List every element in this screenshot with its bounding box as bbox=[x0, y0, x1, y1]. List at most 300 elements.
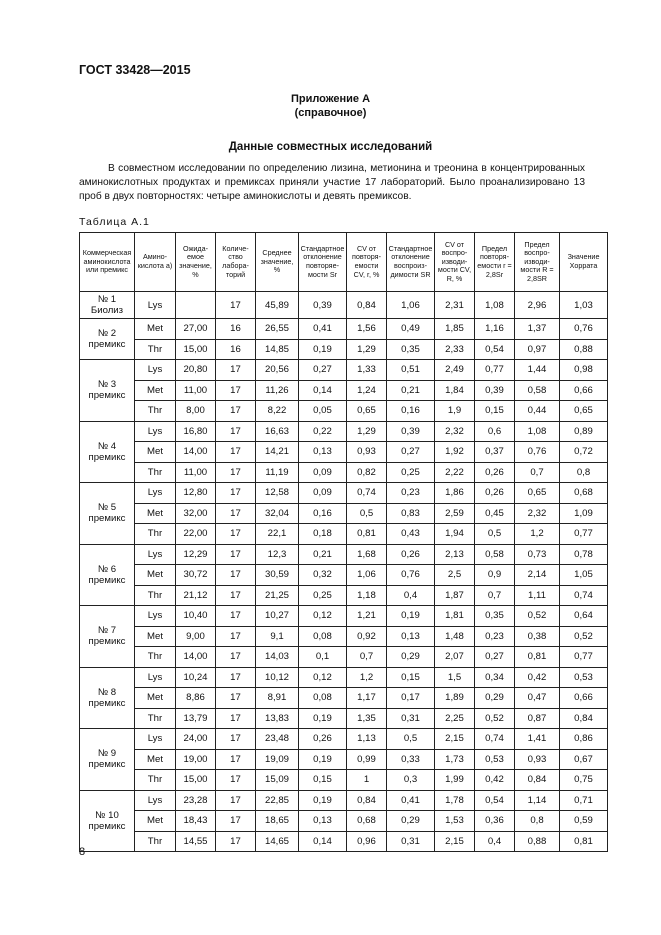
table-cell: 22,00 bbox=[176, 524, 216, 545]
table-row bbox=[80, 524, 608, 545]
table-cell: 17 bbox=[216, 585, 256, 606]
table-cell: Lys bbox=[135, 667, 176, 688]
table-cell: 0,25 bbox=[387, 462, 435, 483]
table-cell: 0,09 bbox=[299, 483, 347, 504]
table-cell: 0,05 bbox=[299, 401, 347, 422]
table-cell: 0,27 bbox=[475, 647, 515, 668]
table-cell: 0,21 bbox=[299, 544, 347, 565]
table-cell: 11,00 bbox=[176, 380, 216, 401]
intro-text: В совместном исследовании по определению лизина, метионина и треонина в концентрированных аминокислотных продуктах и премиксах приняли участие 17 лабораторий. Было проанализировано 13 проб в двух повторностях: четыре аминокислоты и девять премиксов. bbox=[79, 163, 585, 203]
table-cell: 30,72 bbox=[176, 565, 216, 586]
table-cell: 10,12 bbox=[256, 667, 299, 688]
table-cell: 1 bbox=[347, 770, 387, 791]
table-cell: 0,88 bbox=[560, 339, 608, 360]
table-cell: 17 bbox=[216, 606, 256, 627]
table-cell: 0,19 bbox=[299, 749, 347, 770]
table-cell: 0,16 bbox=[299, 503, 347, 524]
table-cell: 8,86 bbox=[176, 688, 216, 709]
table-cell: 12,3 bbox=[256, 544, 299, 565]
table-cell: 1,06 bbox=[387, 292, 435, 319]
table-cell: 0,52 bbox=[515, 606, 560, 627]
table-cell: 0,19 bbox=[299, 790, 347, 811]
table-cell: Lys bbox=[135, 606, 176, 627]
table-cell: 0,12 bbox=[299, 667, 347, 688]
table-cell: 0,36 bbox=[475, 811, 515, 832]
table-cell: 11,00 bbox=[176, 462, 216, 483]
col-header-horrat: Значение Хоррата bbox=[560, 233, 608, 292]
appendix-note: (справочное) bbox=[294, 107, 367, 119]
table-cell: 0,74 bbox=[475, 729, 515, 750]
table-cell: 8,91 bbox=[256, 688, 299, 709]
table-cell: 0,68 bbox=[347, 811, 387, 832]
table-cell: Thr bbox=[135, 708, 176, 729]
table-cell: 0,21 bbox=[387, 380, 435, 401]
table-cell: 8,22 bbox=[256, 401, 299, 422]
table-cell: 0,51 bbox=[387, 360, 435, 381]
table-cell: 26,55 bbox=[256, 319, 299, 340]
table-cell: 0,67 bbox=[560, 749, 608, 770]
table-cell: 0,22 bbox=[299, 421, 347, 442]
table-cell: 2,13 bbox=[435, 544, 475, 565]
table-cell: 14,00 bbox=[176, 647, 216, 668]
table-cell: 11,26 bbox=[256, 380, 299, 401]
appendix-title: Приложение А bbox=[290, 93, 371, 105]
table-cell: Met bbox=[135, 503, 176, 524]
table-row bbox=[80, 626, 608, 647]
table-row bbox=[80, 503, 608, 524]
col-header-amino-acid: Аминокислота а) bbox=[135, 233, 176, 292]
table-cell: Lys bbox=[135, 483, 176, 504]
table-row bbox=[80, 421, 608, 442]
table-cell: 17 bbox=[216, 462, 256, 483]
table-cell: 17 bbox=[216, 503, 256, 524]
table-cell: 0,98 bbox=[560, 360, 608, 381]
table-cell: 0,35 bbox=[475, 606, 515, 627]
table-cell: 0,82 bbox=[347, 462, 387, 483]
table-cell: 0,27 bbox=[299, 360, 347, 381]
table-cell: 17 bbox=[216, 565, 256, 586]
table-cell: 0,78 bbox=[560, 544, 608, 565]
sample-name-cell: № 8 премикс bbox=[80, 667, 135, 729]
table-cell: Met bbox=[135, 688, 176, 709]
table-cell: 0,26 bbox=[387, 544, 435, 565]
table-cell: 17 bbox=[216, 442, 256, 463]
table-row bbox=[80, 442, 608, 463]
table-cell: 22,1 bbox=[256, 524, 299, 545]
table-cell: 0,29 bbox=[387, 647, 435, 668]
col-header-R-limit: Предел воспроизводимости R = 2,8SR bbox=[515, 233, 560, 292]
table-cell: 0,29 bbox=[387, 811, 435, 832]
sample-name-cell: № 3 премикс bbox=[80, 360, 135, 422]
table-cell: 0,43 bbox=[387, 524, 435, 545]
table-cell: 0,26 bbox=[475, 462, 515, 483]
table-cell: 1,2 bbox=[515, 524, 560, 545]
col-header-cvR: CV от воспроизводимости CV, R, % bbox=[435, 233, 475, 292]
table-row bbox=[80, 565, 608, 586]
table-row bbox=[80, 360, 608, 381]
table-cell: 0,26 bbox=[299, 729, 347, 750]
table-cell: 1,56 bbox=[347, 319, 387, 340]
table-cell: 14,85 bbox=[256, 339, 299, 360]
table-cell: 16 bbox=[216, 339, 256, 360]
table-cell: 13,79 bbox=[176, 708, 216, 729]
table-cell: 0,4 bbox=[475, 831, 515, 852]
table-cell: 0,64 bbox=[560, 606, 608, 627]
table-cell: 0,19 bbox=[299, 708, 347, 729]
table-cell: 10,27 bbox=[256, 606, 299, 627]
table-cell: 16,63 bbox=[256, 421, 299, 442]
table-cell: 0,47 bbox=[515, 688, 560, 709]
table-cell: 1,5 bbox=[435, 667, 475, 688]
table-row bbox=[80, 585, 608, 606]
table-cell: 17 bbox=[216, 749, 256, 770]
table-cell: 12,58 bbox=[256, 483, 299, 504]
table-cell: 14,65 bbox=[256, 831, 299, 852]
table-cell: 17 bbox=[216, 524, 256, 545]
sample-name-cell: № 9 премикс bbox=[80, 729, 135, 791]
table-cell: 14,21 bbox=[256, 442, 299, 463]
table-cell: 0,68 bbox=[560, 483, 608, 504]
table-cell bbox=[176, 292, 216, 319]
table-row bbox=[80, 339, 608, 360]
table-cell: 2,22 bbox=[435, 462, 475, 483]
table-cell: 0,52 bbox=[560, 626, 608, 647]
table-cell: 1,2 bbox=[347, 667, 387, 688]
table-cell: 1,99 bbox=[435, 770, 475, 791]
table-cell: 0,77 bbox=[475, 360, 515, 381]
table-cell: 45,89 bbox=[256, 292, 299, 319]
table-cell: 1,37 bbox=[515, 319, 560, 340]
table-cell: 32,04 bbox=[256, 503, 299, 524]
table-cell: 1,18 bbox=[347, 585, 387, 606]
table-cell: 0,39 bbox=[387, 421, 435, 442]
table-cell: 0,7 bbox=[515, 462, 560, 483]
table-cell: 0,84 bbox=[515, 770, 560, 791]
table-cell: 1,92 bbox=[435, 442, 475, 463]
table-cell: Thr bbox=[135, 831, 176, 852]
table-cell: 0,08 bbox=[299, 688, 347, 709]
table-cell: 17 bbox=[216, 483, 256, 504]
table-cell: Lys bbox=[135, 544, 176, 565]
table-cell: 0,84 bbox=[560, 708, 608, 729]
table-cell: 0,77 bbox=[560, 647, 608, 668]
table-cell: 0,88 bbox=[515, 831, 560, 852]
table-cell: 18,43 bbox=[176, 811, 216, 832]
table-cell: Thr bbox=[135, 647, 176, 668]
table-cell: 14,55 bbox=[176, 831, 216, 852]
table-cell: 0,81 bbox=[515, 647, 560, 668]
table-row bbox=[80, 483, 608, 504]
sample-name-cell: № 7 премикс bbox=[80, 606, 135, 668]
table-cell: 0,93 bbox=[515, 749, 560, 770]
col-header-sR: Стандартное отклонение воспроиздимости SR bbox=[387, 233, 435, 292]
table-cell: 17 bbox=[216, 380, 256, 401]
table-cell: Met bbox=[135, 380, 176, 401]
table-row bbox=[80, 729, 608, 750]
table-cell: Lys bbox=[135, 790, 176, 811]
table-cell: 2,59 bbox=[435, 503, 475, 524]
table-cell: 0,87 bbox=[515, 708, 560, 729]
table-cell: 2,31 bbox=[435, 292, 475, 319]
table-cell: 0,41 bbox=[299, 319, 347, 340]
table-cell: Met bbox=[135, 811, 176, 832]
table-cell: 0,96 bbox=[347, 831, 387, 852]
table-cell: 1,41 bbox=[515, 729, 560, 750]
table-cell: 0,74 bbox=[347, 483, 387, 504]
table-cell: 1,84 bbox=[435, 380, 475, 401]
table-cell: 1,94 bbox=[435, 524, 475, 545]
table-cell: 1,87 bbox=[435, 585, 475, 606]
table-cell: 1,08 bbox=[475, 292, 515, 319]
table-cell: 15,00 bbox=[176, 339, 216, 360]
table-cell: 1,53 bbox=[435, 811, 475, 832]
table-cell: 9,1 bbox=[256, 626, 299, 647]
table-cell: 0,5 bbox=[387, 729, 435, 750]
table-cell: 2,96 bbox=[515, 292, 560, 319]
table-cell: 16,80 bbox=[176, 421, 216, 442]
table-cell: 0,7 bbox=[475, 585, 515, 606]
intro-paragraph bbox=[79, 162, 585, 205]
table-row bbox=[80, 380, 608, 401]
table-cell: Met bbox=[135, 749, 176, 770]
table-cell: 1,11 bbox=[515, 585, 560, 606]
table-cell: 17 bbox=[216, 667, 256, 688]
table-cell: 0,13 bbox=[299, 811, 347, 832]
table-cell: 18,65 bbox=[256, 811, 299, 832]
table-cell: 2,33 bbox=[435, 339, 475, 360]
table-cell: 0,16 bbox=[387, 401, 435, 422]
table-cell: 0,13 bbox=[387, 626, 435, 647]
table-cell: 17 bbox=[216, 708, 256, 729]
table-cell: 13,83 bbox=[256, 708, 299, 729]
table-cell: 17 bbox=[216, 831, 256, 852]
table-cell: 10,40 bbox=[176, 606, 216, 627]
table-cell: 0,32 bbox=[299, 565, 347, 586]
table-cell: 1,89 bbox=[435, 688, 475, 709]
table-cell: 1,24 bbox=[347, 380, 387, 401]
table-cell: 0,92 bbox=[347, 626, 387, 647]
table-header-row bbox=[80, 233, 608, 292]
table-cell: 0,49 bbox=[387, 319, 435, 340]
table-cell: 0,29 bbox=[475, 688, 515, 709]
table-cell: 0,53 bbox=[475, 749, 515, 770]
table-cell: 0,15 bbox=[475, 401, 515, 422]
table-cell: 1,14 bbox=[515, 790, 560, 811]
col-header-expected: Ожидаемое значение, % bbox=[176, 233, 216, 292]
table-cell: 0,65 bbox=[347, 401, 387, 422]
table-cell: Lys bbox=[135, 292, 176, 319]
table-row bbox=[80, 544, 608, 565]
sample-name-cell: № 10 премикс bbox=[80, 790, 135, 852]
table-cell: 12,29 bbox=[176, 544, 216, 565]
table-cell: 2,32 bbox=[435, 421, 475, 442]
table-cell: 2,15 bbox=[435, 831, 475, 852]
table-cell: 0,8 bbox=[515, 811, 560, 832]
table-cell: 0,15 bbox=[299, 770, 347, 791]
table-cell: 0,31 bbox=[387, 708, 435, 729]
table-cell: 1,78 bbox=[435, 790, 475, 811]
table-cell: 0,93 bbox=[347, 442, 387, 463]
table-row bbox=[80, 292, 608, 319]
table-cell: Thr bbox=[135, 339, 176, 360]
col-header-cvr: CV от повторяемости CV, r, % bbox=[347, 233, 387, 292]
table-cell: 2,15 bbox=[435, 729, 475, 750]
table-cell: 8,00 bbox=[176, 401, 216, 422]
table-row bbox=[80, 749, 608, 770]
section-title: Данные совместных исследований bbox=[228, 141, 433, 153]
table-cell: 2,07 bbox=[435, 647, 475, 668]
col-header-r-limit: Предел повторяемости r = 2,8Sr bbox=[475, 233, 515, 292]
document-code: ГОСТ 33428—2015 bbox=[79, 63, 191, 77]
table-cell: 0,5 bbox=[475, 524, 515, 545]
table-cell: 0,76 bbox=[387, 565, 435, 586]
table-cell: 17 bbox=[216, 688, 256, 709]
table-cell: Met bbox=[135, 442, 176, 463]
table-cell: 0,42 bbox=[515, 667, 560, 688]
table-cell: 0,52 bbox=[475, 708, 515, 729]
table-cell: 1,33 bbox=[347, 360, 387, 381]
table-row bbox=[80, 708, 608, 729]
table-cell: 0,14 bbox=[299, 831, 347, 852]
table-cell: 19,00 bbox=[176, 749, 216, 770]
table-cell: 0,81 bbox=[560, 831, 608, 852]
table-cell: 0,38 bbox=[515, 626, 560, 647]
table-cell: 15,09 bbox=[256, 770, 299, 791]
table-cell: 1,86 bbox=[435, 483, 475, 504]
page-number: 8 bbox=[79, 846, 86, 858]
sample-name-cell: № 4 премикс bbox=[80, 421, 135, 483]
table-cell: 14,00 bbox=[176, 442, 216, 463]
table-cell: 12,80 bbox=[176, 483, 216, 504]
table-cell: 0,86 bbox=[560, 729, 608, 750]
table-cell: 1,03 bbox=[560, 292, 608, 319]
table-cell: 0,14 bbox=[299, 380, 347, 401]
table-cell: 0,37 bbox=[475, 442, 515, 463]
table-row bbox=[80, 606, 608, 627]
table-row bbox=[80, 319, 608, 340]
table-cell: Lys bbox=[135, 729, 176, 750]
table-cell: 23,28 bbox=[176, 790, 216, 811]
table-cell: 0,1 bbox=[299, 647, 347, 668]
table-cell: 0,23 bbox=[387, 483, 435, 504]
table-cell: 0,39 bbox=[299, 292, 347, 319]
col-header-mean: Среднее значение, % bbox=[256, 233, 299, 292]
table-cell: 0,33 bbox=[387, 749, 435, 770]
table-cell: 0,18 bbox=[299, 524, 347, 545]
table-cell: 1,06 bbox=[347, 565, 387, 586]
table-cell: 0,76 bbox=[515, 442, 560, 463]
table-cell: 23,48 bbox=[256, 729, 299, 750]
table-cell: 15,00 bbox=[176, 770, 216, 791]
table-cell: 0,44 bbox=[515, 401, 560, 422]
table-cell: 0,7 bbox=[347, 647, 387, 668]
table-cell: 11,19 bbox=[256, 462, 299, 483]
table-cell: 0,59 bbox=[560, 811, 608, 832]
table-cell: 0,12 bbox=[299, 606, 347, 627]
table-row bbox=[80, 462, 608, 483]
table-cell: 0,19 bbox=[299, 339, 347, 360]
table-cell: 0,84 bbox=[347, 292, 387, 319]
table-cell: 0,13 bbox=[299, 442, 347, 463]
table-cell: 0,26 bbox=[475, 483, 515, 504]
table-cell: 17 bbox=[216, 401, 256, 422]
table-cell: 0,66 bbox=[560, 688, 608, 709]
table-cell: 30,59 bbox=[256, 565, 299, 586]
table-cell: Thr bbox=[135, 524, 176, 545]
table-cell: 0,65 bbox=[515, 483, 560, 504]
table-cell: 27,00 bbox=[176, 319, 216, 340]
table-cell: 1,29 bbox=[347, 421, 387, 442]
table-cell: 0,45 bbox=[475, 503, 515, 524]
table-cell: Thr bbox=[135, 585, 176, 606]
table-row bbox=[80, 688, 608, 709]
table-cell: 20,56 bbox=[256, 360, 299, 381]
table-cell: 19,09 bbox=[256, 749, 299, 770]
table-cell: Thr bbox=[135, 462, 176, 483]
table-cell: 0,89 bbox=[560, 421, 608, 442]
table-cell: 0,3 bbox=[387, 770, 435, 791]
table-cell: 1,35 bbox=[347, 708, 387, 729]
table-cell: 1,48 bbox=[435, 626, 475, 647]
sample-name-cell: № 6 премикс bbox=[80, 544, 135, 606]
table-cell: 0,5 bbox=[347, 503, 387, 524]
table-cell: 0,77 bbox=[560, 524, 608, 545]
table-cell: 0,09 bbox=[299, 462, 347, 483]
table-cell: 1,85 bbox=[435, 319, 475, 340]
table-cell: 1,44 bbox=[515, 360, 560, 381]
table-cell: 0,15 bbox=[387, 667, 435, 688]
table-caption: Таблица А.1 bbox=[79, 216, 150, 228]
table-cell: 0,39 bbox=[475, 380, 515, 401]
table-row bbox=[80, 790, 608, 811]
table-cell: 17 bbox=[216, 811, 256, 832]
table-cell: 1,17 bbox=[347, 688, 387, 709]
table-cell: 0,58 bbox=[515, 380, 560, 401]
table-cell: 17 bbox=[216, 360, 256, 381]
table-cell: 0,19 bbox=[387, 606, 435, 627]
table-cell: 17 bbox=[216, 647, 256, 668]
table-cell: 0,71 bbox=[560, 790, 608, 811]
table-cell: 0,75 bbox=[560, 770, 608, 791]
table-cell: 2,25 bbox=[435, 708, 475, 729]
table-cell: 17 bbox=[216, 292, 256, 319]
table-cell: 0,54 bbox=[475, 790, 515, 811]
table-cell: 1,81 bbox=[435, 606, 475, 627]
table-cell: Met bbox=[135, 626, 176, 647]
table-cell: Thr bbox=[135, 401, 176, 422]
table-row bbox=[80, 647, 608, 668]
table-cell: 0,58 bbox=[475, 544, 515, 565]
table-cell: 1,73 bbox=[435, 749, 475, 770]
table-cell: 0,54 bbox=[475, 339, 515, 360]
table-cell: 1,21 bbox=[347, 606, 387, 627]
table-cell: Lys bbox=[135, 421, 176, 442]
table-cell: 2,5 bbox=[435, 565, 475, 586]
sample-name-cell: № 1 Биолиз bbox=[80, 292, 135, 319]
sample-name-cell: № 5 премикс bbox=[80, 483, 135, 545]
table-cell: 21,25 bbox=[256, 585, 299, 606]
table-cell: 0,25 bbox=[299, 585, 347, 606]
table-cell: 17 bbox=[216, 770, 256, 791]
table-cell: 0,17 bbox=[387, 688, 435, 709]
table-cell: 0,97 bbox=[515, 339, 560, 360]
table-cell: 0,23 bbox=[475, 626, 515, 647]
table-cell: 1,29 bbox=[347, 339, 387, 360]
table-cell: 2,14 bbox=[515, 565, 560, 586]
table-cell: 0,6 bbox=[475, 421, 515, 442]
table-cell: Thr bbox=[135, 770, 176, 791]
col-header-sr: Стандартное отклонение повторяемости Sr bbox=[299, 233, 347, 292]
